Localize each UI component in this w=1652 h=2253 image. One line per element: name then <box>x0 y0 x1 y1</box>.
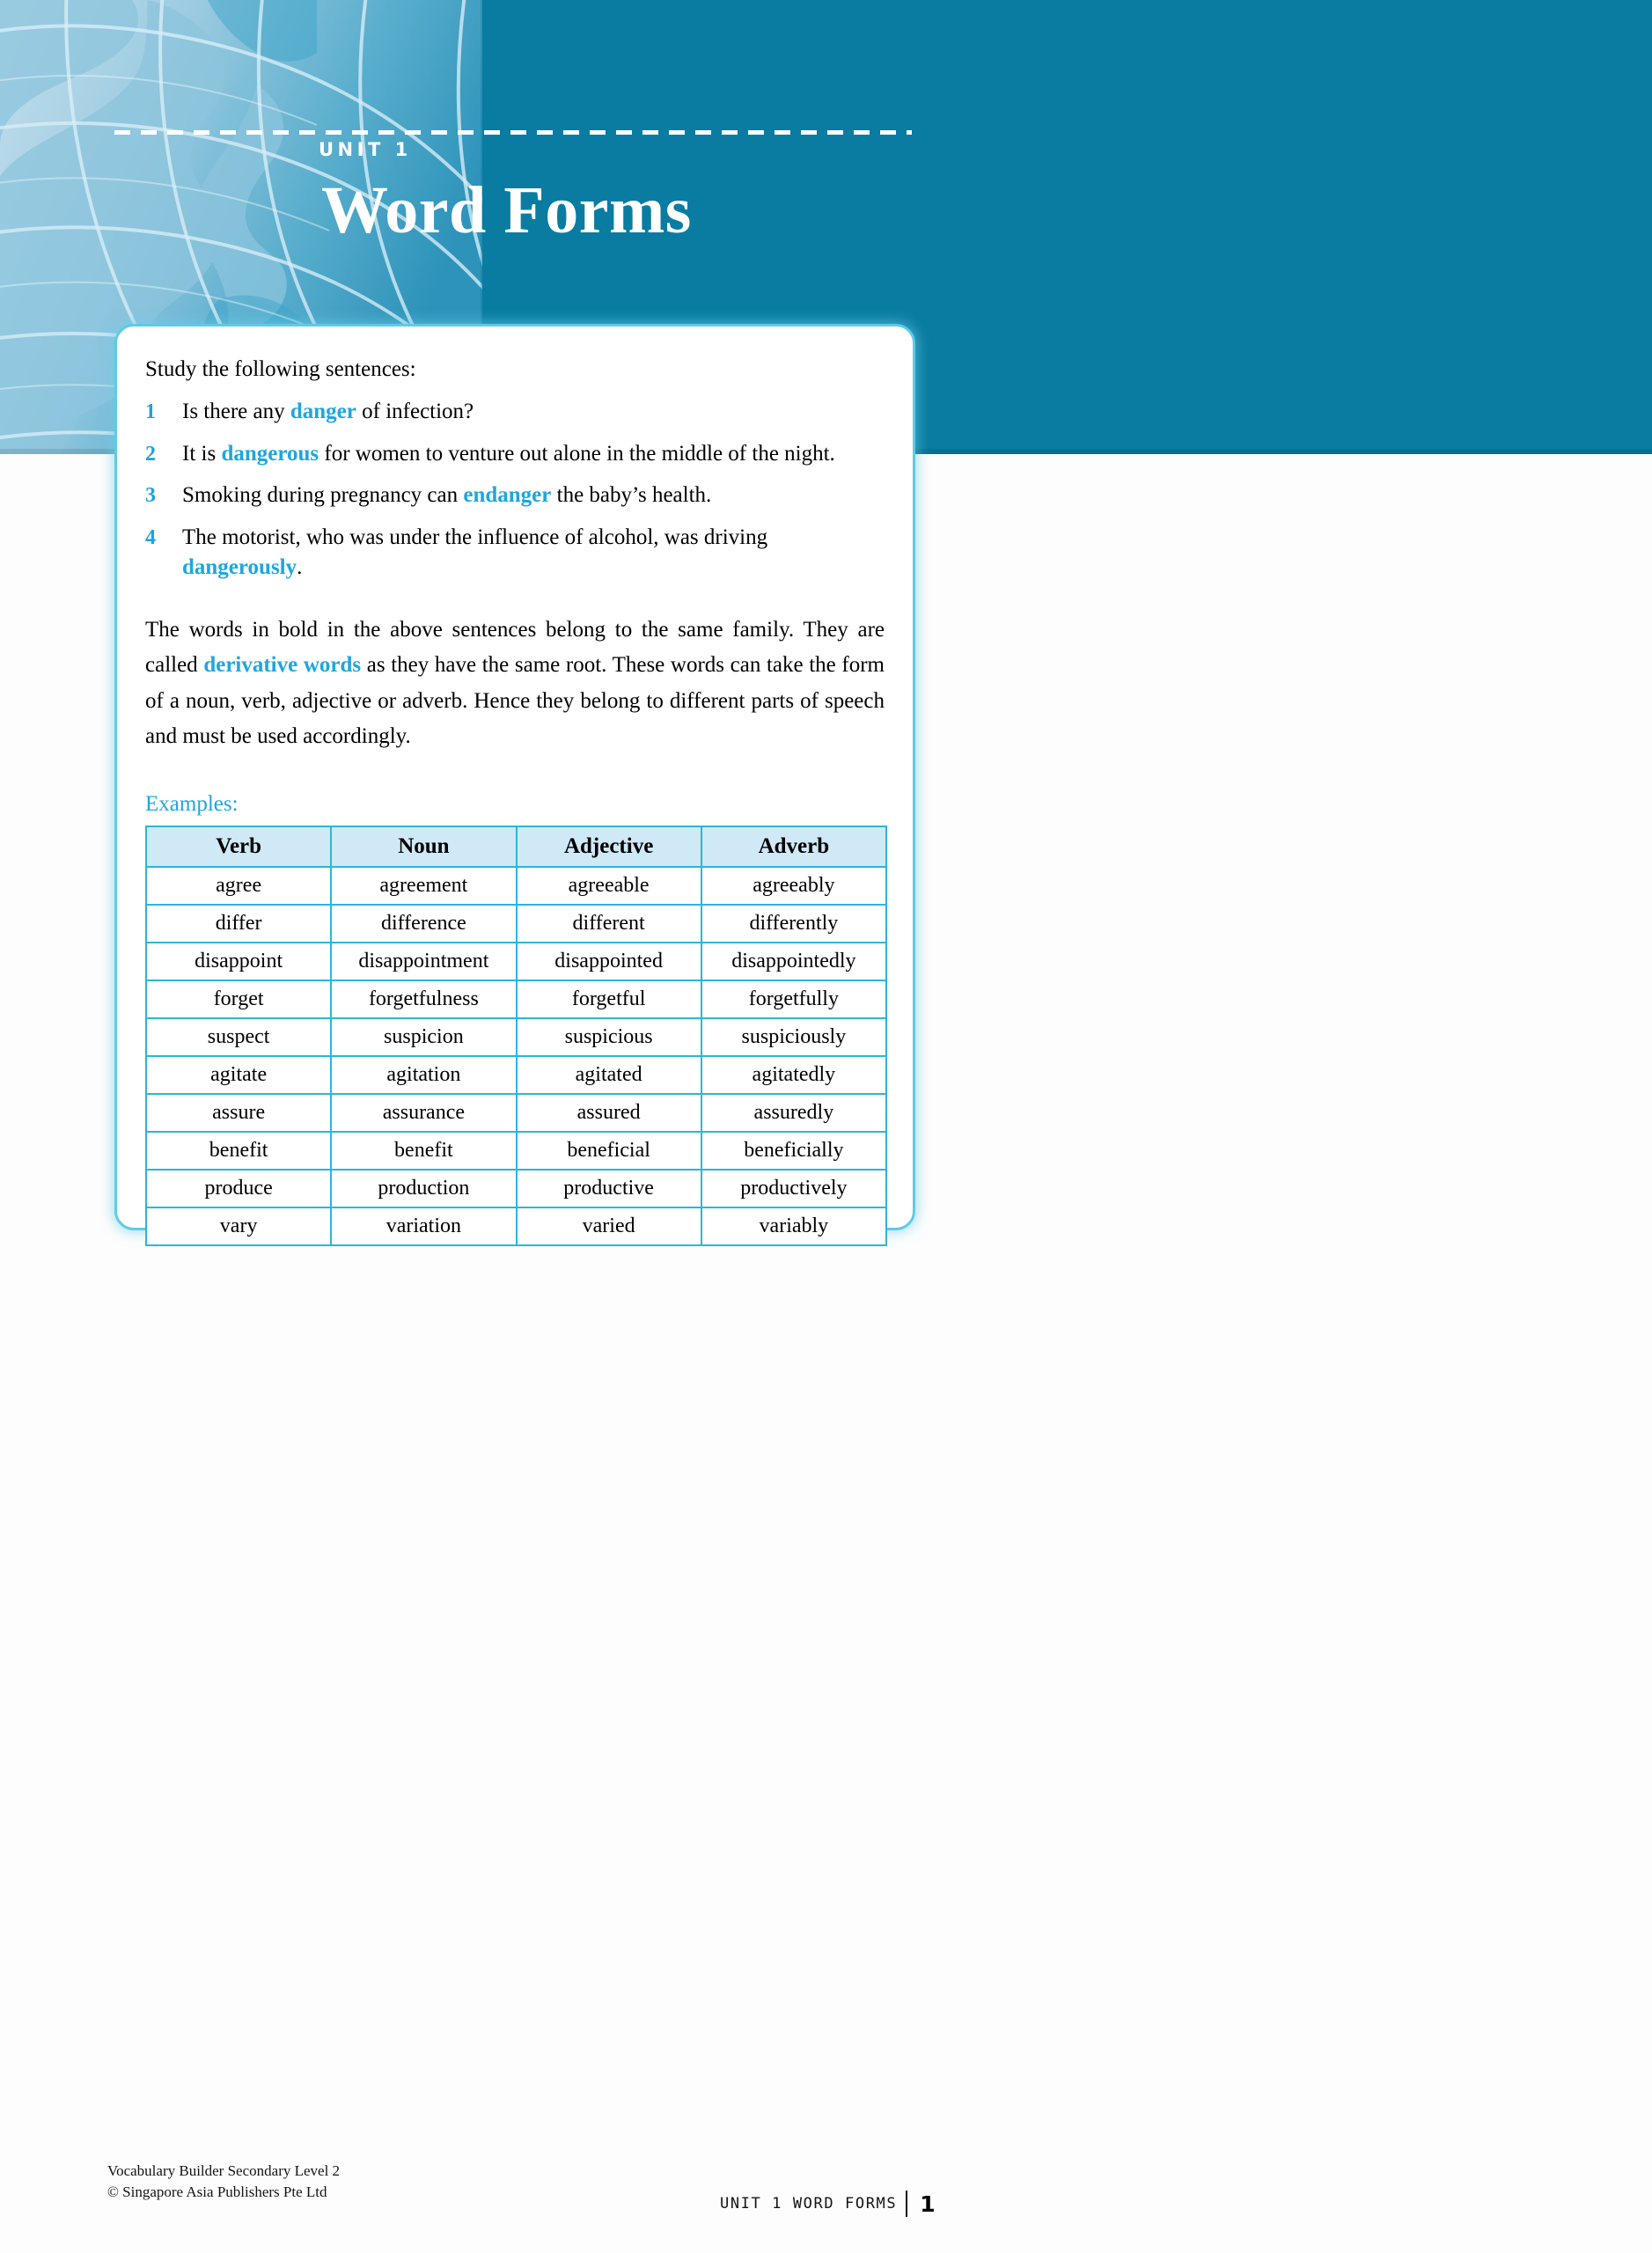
cell-adverb: suspiciously <box>701 1018 886 1056</box>
cell-noun: agitation <box>331 1056 516 1094</box>
cell-adjective: disappointed <box>517 943 701 980</box>
cell-adjective: assured <box>517 1094 701 1132</box>
page-number: 1 <box>920 2191 936 2217</box>
cell-adverb: forgetfully <box>701 980 886 1018</box>
table-row <box>146 1094 886 1132</box>
cell-adjective: agitated <box>517 1056 701 1094</box>
cell-adverb: differently <box>701 905 886 943</box>
list-item <box>145 481 885 510</box>
cell-adjective: beneficial <box>517 1132 701 1170</box>
table-row <box>146 1132 886 1170</box>
footer-unit-reference <box>720 2191 936 2217</box>
cell-adverb: productively <box>701 1170 886 1207</box>
example-sentence-list <box>145 397 885 583</box>
word-forms-table <box>145 826 887 1246</box>
sentence-text <box>182 439 885 469</box>
column-header-adverb: Adverb <box>701 826 886 867</box>
sentence-prefix: Smoking during pregnancy can <box>182 483 464 508</box>
cell-noun: forgetfulness <box>331 980 516 1018</box>
cell-adverb: agitatedly <box>701 1056 886 1094</box>
table-row <box>146 1018 886 1056</box>
cell-verb: disappoint <box>146 943 331 980</box>
sentence-text <box>182 481 885 510</box>
sentence-prefix: Is there any <box>182 399 290 423</box>
page-footer <box>0 2161 1652 2240</box>
footer-divider <box>906 2191 907 2217</box>
page-title: Word Forms <box>321 173 692 247</box>
sentence-number: 4 <box>145 526 156 549</box>
table-row <box>146 943 886 980</box>
paragraph-part-1: The words in bold in the above sentences belong to the same family. They are called <box>145 617 885 677</box>
cell-noun: agreement <box>331 867 516 905</box>
unit-label: UNIT 1 <box>319 139 412 160</box>
cell-adverb: assuredly <box>701 1094 886 1132</box>
table-row <box>146 1056 886 1094</box>
cell-verb: forget <box>146 980 331 1018</box>
cell-adverb: variably <box>701 1207 886 1245</box>
sentence-prefix: It is <box>182 441 222 466</box>
keyword-highlight: dangerously <box>182 554 297 579</box>
table-body <box>146 867 886 1245</box>
cell-verb: agree <box>146 867 331 905</box>
cell-adverb: beneficially <box>701 1132 886 1170</box>
footer-imprint <box>107 2161 340 2203</box>
cell-verb: vary <box>146 1207 331 1245</box>
cell-noun: disappointment <box>331 943 516 980</box>
sentence-prefix: The motorist, who was under the influence of alcohol, was driving <box>182 525 768 549</box>
sentence-suffix: for women to venture out alone in the middle of the night. <box>319 441 835 466</box>
list-item <box>145 523 885 583</box>
paragraph-part-2: as they have the same root. These words can take the form of a noun, verb, adjective or adverb. Hence they belong to different parts of speech and must be used accordingly. <box>145 653 885 748</box>
cell-noun: difference <box>331 905 516 943</box>
cell-adjective: suspicious <box>517 1018 701 1056</box>
table-row <box>146 905 886 943</box>
cell-verb: assure <box>146 1094 331 1132</box>
sentence-number: 1 <box>145 400 156 423</box>
sentence-number: 3 <box>145 484 156 508</box>
cell-verb: agitate <box>146 1056 331 1094</box>
cell-noun: assurance <box>331 1094 516 1132</box>
list-item <box>145 439 885 469</box>
cell-adjective: different <box>517 905 701 943</box>
cell-noun: suspicion <box>331 1018 516 1056</box>
cell-noun: production <box>331 1170 516 1207</box>
footer-book-title: Vocabulary Builder Secondary Level 2 <box>107 2162 341 2179</box>
column-header-noun: Noun <box>331 826 516 867</box>
table-row <box>146 1207 886 1245</box>
cell-verb: benefit <box>146 1132 331 1170</box>
keyword-highlight: dangerous <box>221 441 319 466</box>
explanation-paragraph <box>145 613 885 755</box>
table-row <box>146 1170 886 1207</box>
content-card <box>114 324 915 1237</box>
sentence-suffix: of infection? <box>356 399 474 423</box>
sentence-text <box>182 397 885 427</box>
sentence-number: 2 <box>145 442 156 466</box>
cell-noun: variation <box>331 1207 516 1245</box>
table-header-row <box>146 826 886 867</box>
cell-adjective: varied <box>517 1207 701 1245</box>
cell-adjective: forgetful <box>517 980 701 1018</box>
cell-verb: produce <box>146 1170 331 1207</box>
header-dashed-rule <box>114 130 912 135</box>
cell-noun: benefit <box>331 1132 516 1170</box>
keyword-highlight: derivative words <box>203 653 362 677</box>
table-row <box>146 980 886 1018</box>
keyword-highlight: danger <box>290 399 356 423</box>
cell-adverb: agreeably <box>701 867 886 905</box>
cell-adverb: disappointedly <box>701 943 886 980</box>
table-row <box>146 867 886 905</box>
keyword-highlight: endanger <box>463 483 552 508</box>
cell-adjective: productive <box>517 1170 701 1207</box>
content-card-wrapper <box>114 324 915 1237</box>
cell-verb: differ <box>146 905 331 943</box>
cell-verb: suspect <box>146 1018 331 1056</box>
column-header-verb: Verb <box>146 826 331 867</box>
examples-label: Examples: <box>145 791 239 816</box>
footer-copyright: © Singapore Asia Publishers Pte Ltd <box>107 2183 327 2200</box>
sentence-suffix: . <box>297 554 303 579</box>
sentence-suffix: the baby’s health. <box>551 483 712 508</box>
cell-adjective: agreeable <box>517 867 701 905</box>
footer-unit-text: UNIT 1 WORD FORMS <box>720 2195 898 2213</box>
column-header-adjective: Adjective <box>517 826 701 867</box>
study-instruction: Study the following sentences: <box>145 357 416 381</box>
sentence-text <box>182 523 885 583</box>
list-item <box>145 397 885 427</box>
